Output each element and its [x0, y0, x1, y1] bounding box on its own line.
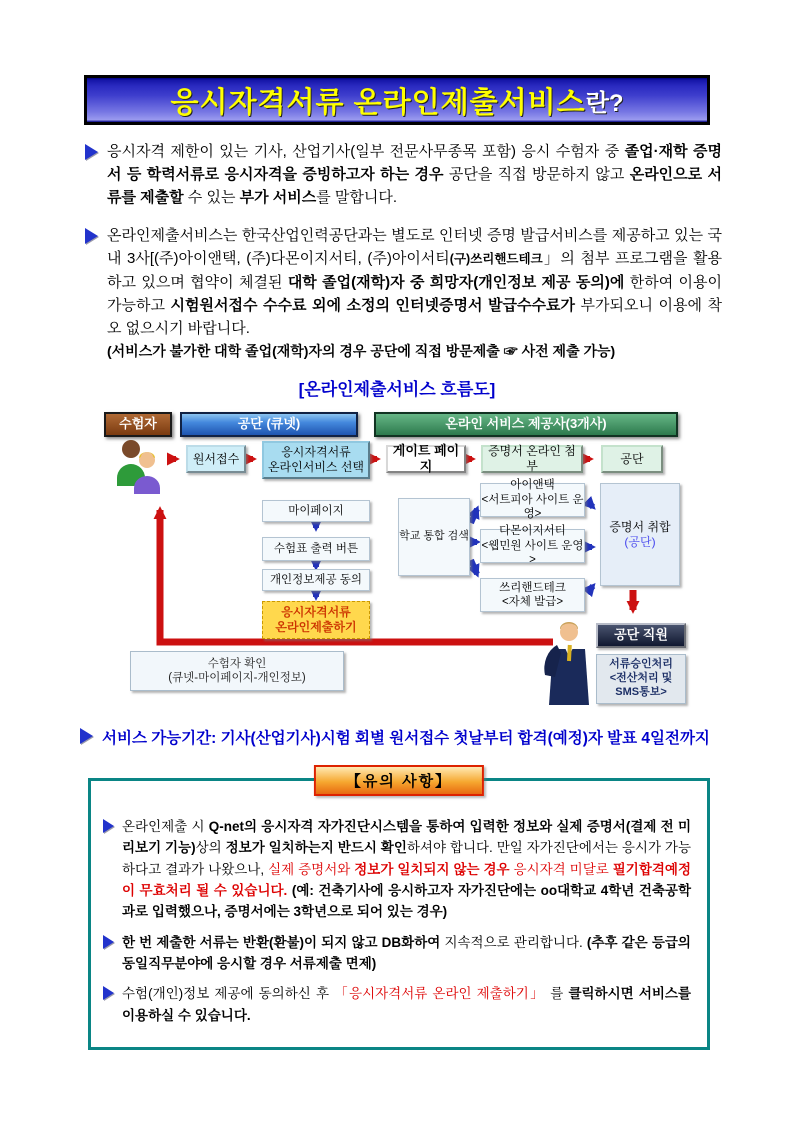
text-segment: 부가되오니 이용에 착오 없으시기 바랍니다.: [107, 297, 722, 337]
intro-paragraph-2: [85, 224, 722, 363]
flow-arrow-diagonal: [471, 560, 477, 574]
flow-box-gongdan: 공단: [601, 445, 663, 473]
flow-arrow-diagonal: [471, 509, 477, 523]
flow-box-line: 응시자격서류: [281, 445, 351, 459]
flow-box-provider-ntech: [480, 479, 585, 521]
notice-text: [122, 816, 691, 923]
text-segment: 온라인제출 시: [122, 819, 209, 834]
text-segment: 수험(개인)정보 제공에 동의하신 후: [122, 986, 335, 1002]
provider-site: <웹민원 사이트 운영>: [481, 539, 584, 567]
service-period-line: [80, 726, 754, 748]
text-segment-red: 실제 증명서와: [268, 861, 355, 877]
text-segment-bold: 클릭하시면 서비스를 이용하실 수 있습니다.: [122, 986, 691, 1023]
flow-box-apply: 원서접수: [186, 445, 246, 473]
two-people-icon: [112, 436, 164, 499]
text-segment-red-bold: 정보가 일치되지 않는 경우: [354, 861, 510, 877]
flow-box-examinee-verify: [130, 651, 344, 691]
provider-name: 다몬이지서티: [499, 525, 566, 538]
text-segment-small-bold: (구)쓰리핸드테크: [449, 252, 543, 266]
notice-bullet-2: [103, 932, 691, 975]
lane-header-examinee: 수험자: [104, 412, 172, 437]
text-segment: 하셔야 합니다. 만일 자가진단에서는 응시가 가능하다고 결과가 나왔으나,: [122, 840, 691, 877]
flow-box-line: 온라인서비스 선택: [267, 460, 365, 474]
paragraph-text: [107, 224, 722, 363]
flow-box-print-ticket: 수험표 출력 버튼: [262, 537, 370, 561]
flow-box-line: 수험자 확인: [207, 657, 267, 670]
text-segment-bold: 대학 졸업(재학)자 중 희망자(개인정보 제공 동의)에: [287, 274, 625, 291]
flow-box-attach: 증명서 온라인 첨부: [481, 445, 583, 473]
page-title: 응시자격서류 온라인제출서비스: [170, 86, 586, 119]
text-segment-bold: 시험원서접수 수수료 외에 소정의 인터넷증명서 발급수수료가: [170, 297, 575, 314]
flow-box-school-search: 학교 통합 검색: [398, 498, 470, 576]
notice-header: 【유의 사항】: [314, 765, 484, 796]
flow-box-line: 증명서 취합: [609, 519, 671, 534]
text-segment-red: 「응시자격서류 온라인 제출하기」: [334, 986, 546, 1002]
flow-box-collect: [600, 483, 680, 586]
provider-name: 쓰리핸드테크: [499, 581, 566, 594]
flow-box-select-service: [262, 441, 370, 479]
text-segment-bold: 온라인으로 서류를 제출할: [107, 166, 723, 206]
text-segment: 상의: [195, 840, 226, 856]
bullet-triangle-icon: [80, 728, 93, 744]
flow-box-mypage: 마이페이지: [262, 500, 370, 522]
flow-box-line: 서류승인처리: [609, 658, 673, 671]
paragraph-note: (서비스가 불가한 대학 졸업(재학)자의 경우 공단에 직접 방문제출 ☞ 사전 제출 가능): [107, 343, 616, 359]
flowchart: [0, 408, 794, 710]
provider-site: <자체 발급>: [501, 596, 564, 608]
flow-box-provider-damon: [480, 525, 585, 567]
text-segment: 수 있는: [183, 189, 240, 206]
flow-box-subline: (공단): [624, 534, 656, 549]
text-segment: 」의 첨부 프로그램을 활용하고 있으며 협약이 체결된: [107, 250, 722, 291]
text-segment: 한하여 이용이 가능하고: [107, 274, 723, 314]
flow-box-privacy-agree: 개인정보제공 동의: [262, 569, 370, 591]
flow-box-line: 온라인제출하기: [275, 620, 357, 634]
flow-box-gate-page: 게이트 페이지: [386, 445, 466, 473]
flow-arrow-diagonal: [587, 501, 593, 507]
text-segment-bold: (추후 같은 등급의 동일직무분야에 응시할 경우 서류제출 면제): [122, 934, 691, 971]
lane-header-providers: 온라인 서비스 제공사(3개사): [374, 412, 678, 437]
text-segment: 온라인제출서비스는 한국산업인력공단과는 별도로 인터넷 증명 발급서비스를 제공하고 있는 국내 3사[(주)아이앤택, (주)다몬이지서티, (주)아이서티: [107, 227, 722, 267]
notice-box: [88, 773, 710, 1050]
bullet-triangle-icon: [85, 228, 98, 244]
bullet-triangle-icon: [103, 819, 114, 833]
text-segment: 를: [545, 986, 569, 1002]
text-segment: 응시자격 제한이 있는 기사, 산업기사(일부 전문사무종목 포함) 응시 수험자 중: [107, 143, 625, 160]
flow-box-line: (큐넷-마이페이지-개인정보): [168, 672, 306, 684]
flow-box-line: SMS통보>: [615, 685, 667, 698]
flow-arrow-diagonal: [587, 586, 593, 593]
text-segment-bold: 졸업·재학 증명서 등 학력서류로 응시자격을 증빙하고자 하는 경우: [107, 143, 722, 183]
title-banner: [84, 75, 710, 125]
notice-bullet-1: [103, 816, 691, 923]
text-segment-bold: 부가 서비스: [239, 189, 317, 206]
flow-box-online-submit: [262, 601, 370, 639]
provider-name: 아이앤택: [510, 479, 555, 492]
text-segment-red: 응시자격 미달로: [509, 861, 613, 877]
notice-text: [122, 932, 691, 975]
service-period-text: 서비스 가능기간: 기사(산업기사)시험 회별 원서접수 첫날부터 합격(예정)자 발표 4일전까지: [102, 730, 710, 747]
bullet-triangle-icon: [103, 935, 114, 949]
text-segment-bold: 한 번 제출한 서류는 반환(환불)이 되지 않고 DB화하여: [122, 934, 441, 950]
text-segment: 를 말합니다.: [316, 189, 398, 206]
flow-box-line: <전산처리 및: [609, 672, 673, 685]
flow-box-provider-threehand: [480, 578, 585, 612]
text-segment-bold: 정보가 일치하는지 반드시 확인: [225, 840, 407, 856]
bullet-triangle-icon: [103, 986, 114, 1000]
flow-box-approval: [596, 654, 686, 704]
text-segment-bold: Q-net의 응시자격 자가진단시스템을 통하여 입력한 정보와 실제 증명서(결제 전 미리보기 기능): [122, 819, 691, 856]
flow-box-line: 응시자격서류: [281, 605, 351, 619]
bullet-triangle-icon: [85, 144, 98, 160]
lane-header-qnet: 공단 (큐넷): [180, 412, 358, 437]
text-segment-red-bold: 필기합격예정이 무효처리 될 수 있습니다.: [122, 861, 692, 898]
text-segment-bold: (예: 건축기사에 응시하고자 자가진단에는 oo대학교 4학년 건축공학과로 입력했으나, 증명서에는 3학년으로 되어 있는 경우): [122, 882, 691, 920]
text-segment: 공단을 직접 방문하지 않고: [443, 166, 630, 183]
provider-site: <서트피아 사이트 운영>: [481, 493, 584, 521]
notice-bullet-3: [103, 983, 691, 1026]
flowchart-title: [온라인제출서비스 흐름도]: [298, 380, 496, 399]
paragraph-text: [107, 140, 722, 209]
text-segment: 지속적으로 관리합니다.: [440, 934, 587, 950]
flow-box-staff: 공단 직원: [596, 623, 686, 648]
office-worker-icon: [543, 621, 591, 712]
notice-text: [122, 983, 691, 1026]
page-title-suffix: 란?: [585, 89, 624, 117]
intro-paragraph-1: [85, 140, 722, 209]
